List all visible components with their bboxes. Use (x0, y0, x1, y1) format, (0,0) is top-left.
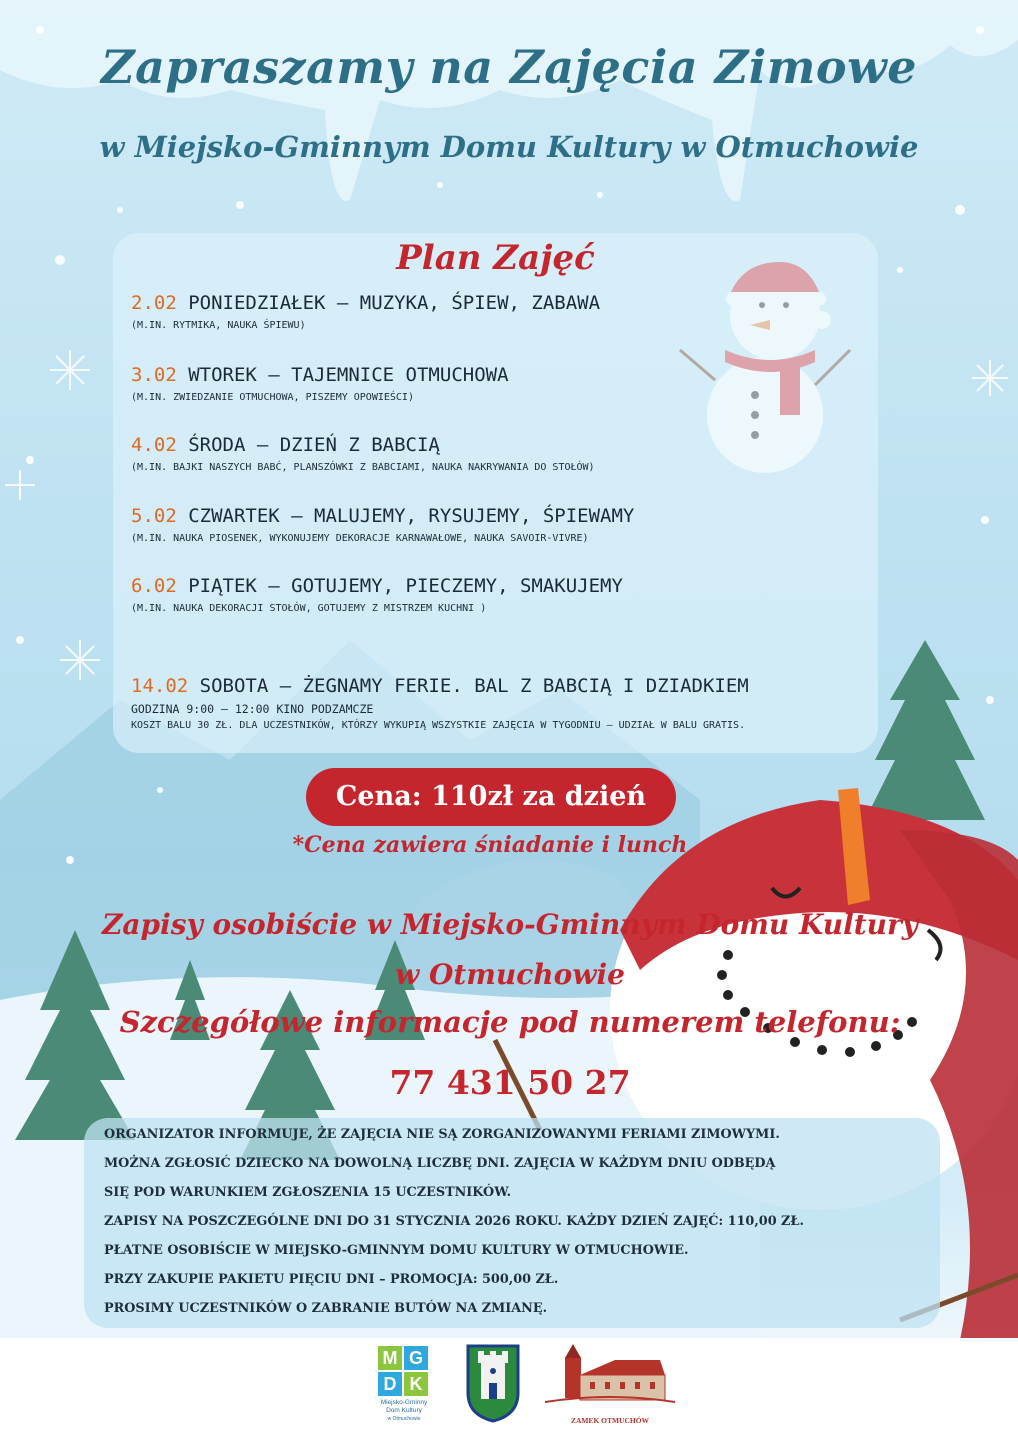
plan-item (131, 505, 851, 544)
info-line: SIĘ POD WARUNKIEM ZGŁOSZENIA 15 UCZESTNIKÓW. (104, 1185, 512, 1200)
signup-line-2: w Otmuchowie (395, 958, 625, 991)
castle-caption: ZAMEK OTMUCHÓW (570, 1416, 650, 1425)
info-line: PRZY ZAKUPIE PAKIETU PIĘCIU DNI – PROMOCJA: 500,00 ZŁ. (104, 1272, 559, 1287)
plan-final-date: 14.02 (131, 675, 189, 697)
castle-icon (540, 1340, 680, 1410)
info-line: MOŻNA ZGŁOSIĆ DZIECKO NA DOWOLNĄ LICZBĘ DNI. ZAJĘCIA W KAŻDYM DNIU ODBĘDĄ (104, 1156, 776, 1171)
mgdk-letter: M (378, 1346, 402, 1370)
plan-item (131, 575, 851, 614)
plan-item-date: 4.02 (131, 434, 177, 456)
plan-final-cost: KOSZT BALU 30 ZŁ. DLA UCZESTNIKÓW, KTÓRZY WYKUPIĄ WSZYSTKIE ZAJĘCIA W TYGODNIU – UDZIAŁ W BALU GRATIS. (131, 720, 746, 731)
coat-of-arms-icon (465, 1343, 521, 1423)
price-note: *Cena zawiera śniadanie i lunch (292, 832, 688, 858)
phone-number[interactable]: 77 431 50 27 (389, 1063, 631, 1102)
plan-item-text: PIĄTEK – GOTUJEMY, PIECZEMY, SMAKUJEMY (188, 575, 623, 597)
plan-item-text: CZWARTEK – MALUJEMY, RYSUJEMY, ŚPIEWAMY (188, 505, 635, 527)
mgdk-caption: w Otmuchowie (387, 1416, 421, 1422)
info-line: PŁATNE OSOBIŚCIE W MIEJSKO-GMINNYM DOMU KULTURY W OTMUCHOWIE. (104, 1243, 689, 1258)
plan-item-sub: (M.IN. BAJKI NASZYCH BABĆ, PLANSZÓWKI Z BABCIAMI, NAUKA NAKRYWANIA DO STOŁÓW) (131, 462, 595, 473)
plan-item-date: 3.02 (131, 364, 177, 386)
mgdk-letter: G (404, 1346, 428, 1370)
plan-item-date: 6.02 (131, 575, 177, 597)
mgdk-caption: Miejsko-Gminny (380, 1399, 428, 1406)
mgdk-letter: K (404, 1372, 428, 1396)
page-subtitle: w Miejsko-Gminnym Domu Kultury w Otmuchowie (99, 130, 919, 164)
plan-title: Plan Zajęć (396, 238, 595, 278)
plan-item-text: ŚRODA – DZIEŃ Z BABCIĄ (188, 434, 440, 456)
plan-item (131, 434, 851, 473)
info-line: ORGANIZATOR INFORMUJE, ŻE ZAJĘCIA NIE SĄ ZORGANIZOWANYMI FERIAMI ZIMOWYMI. (104, 1127, 780, 1142)
mgdk-letter: D (378, 1372, 402, 1396)
plan-item-text: WTOREK – TAJEMNICE OTMUCHOWA (188, 364, 509, 386)
signup-line-1: Zapisy osobiście w Miejsko-Gminnym Domu Kultury (101, 908, 919, 941)
plan-item (131, 364, 851, 403)
mgdk-caption: Dom Kultury (386, 1407, 422, 1414)
plan-item (131, 292, 851, 331)
info-line: PROSIMY UCZESTNIKÓW O ZABRANIE BUTÓW NA ZMIANĘ. (104, 1301, 548, 1316)
plan-final-text: SOBOTA – ŻEGNAMY FERIE. BAL Z BABCIĄ I DZIADKIEM (199, 675, 749, 697)
signup-line-3: Szczegółowe informacje pod numerem telefonu: (119, 1005, 901, 1039)
plan-item-sub: (M.IN. RYTMIKA, NAUKA ŚPIEWU) (131, 320, 306, 331)
plan-item-final (131, 675, 851, 731)
info-line: ZAPISY NA POSZCZEGÓLNE DNI DO 31 STYCZNIA 2026 ROKU. KAŻDY DZIEŃ ZAJĘĆ: 110,00 ZŁ. (104, 1214, 804, 1229)
plan-item-sub: (M.IN. NAUKA DEKORACJI STOŁÓW, GOTUJEMY Z MISTRZEM KUCHNI ) (131, 603, 487, 614)
plan-item-date: 5.02 (131, 505, 177, 527)
plan-item-date: 2.02 (131, 292, 177, 314)
plan-item-text: PONIEDZIAŁEK – MUZYKA, ŚPIEW, ZABAWA (188, 292, 601, 314)
page-title: Zapraszamy na Zajęcia Zimowe (101, 40, 917, 94)
plan-item-sub: (M.IN. NAUKA PIOSENEK, WYKONUJEMY DEKORACJE KARNAWAŁOWE, NAUKA SAVOIR-VIVRE) (131, 533, 589, 544)
price-badge: Cena: 110zł za dzień (306, 768, 676, 826)
plan-item-sub: (M.IN. ZWIEDZANIE OTMUCHOWA, PISZEMY OPOWIEŚCI) (131, 392, 414, 403)
mgdk-logo (378, 1346, 430, 1423)
plan-final-hours: GODZINA 9:00 – 12:00 KINO PODZAMCZE (131, 702, 374, 716)
castle-logo (540, 1340, 680, 1425)
